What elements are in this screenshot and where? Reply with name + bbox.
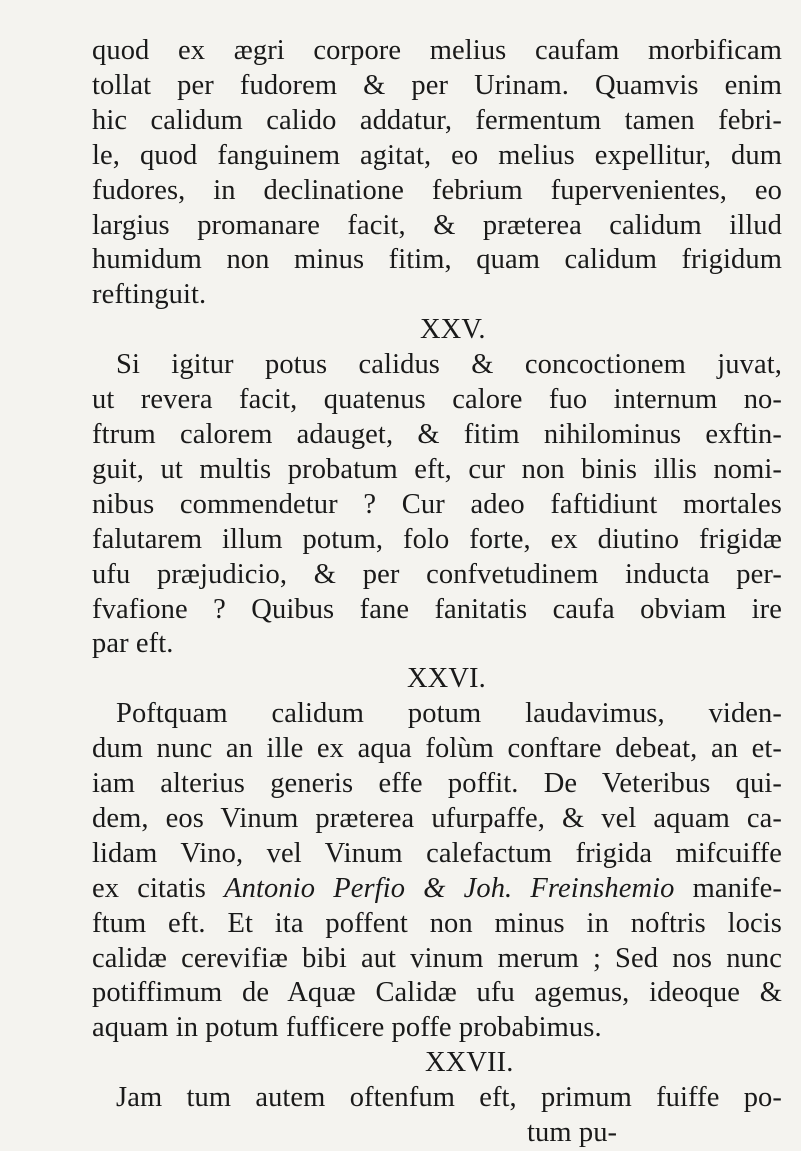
text-line: Poftquam calidum potum laudavimus, viden- xyxy=(116,698,782,730)
catchword: tum pu- xyxy=(527,1117,618,1149)
text-line: lidam Vino, vel Vinum calefactum frigida mifcuiffe xyxy=(92,837,782,869)
text-line: Jam tum autem oftenfum eft, primum fuiffe po- xyxy=(116,1082,782,1114)
text-line: fvafione ? Quibus fane fanitatis caufa obviam ire xyxy=(92,593,782,625)
text-line: falutarem illum potum, folo forte, ex diutino frigidæ xyxy=(92,523,782,555)
text-line: fudores, in declinatione febrium fupervenientes, eo xyxy=(92,174,782,206)
text-line: ut revera facit, quatenus calore fuo internum no- xyxy=(92,384,782,416)
text-line: le, quod fanguinem agitat, eo melius expellitur, dum xyxy=(92,139,782,171)
text-line: guit, ut multis probatum eft, cur non binis illis nomi- xyxy=(92,453,782,485)
text-line: humidum non minus fitim, quam calidum frigidum xyxy=(92,244,782,276)
text-line: dem, eos Vinum præterea ufurpaffe, & vel aquam ca- xyxy=(92,802,782,834)
body-text xyxy=(92,34,782,1151)
text-line: ftrum calorem adauget, & fitim nihilominus exftin- xyxy=(92,418,782,450)
text-line: largius promanare facit, & præterea calidum illud xyxy=(92,209,782,241)
text-line: iam alterius generis effe poffit. De Veteribus qui- xyxy=(92,768,782,800)
text-fragment: manife- xyxy=(674,872,782,904)
text-line: tollat per fudorem & per Urinam. Quamvis enim xyxy=(92,69,782,101)
text-fragment: ex citatis xyxy=(92,872,225,904)
text-line: dum nunc an ille ex aqua folùm conftare debeat, an et- xyxy=(92,733,782,765)
section-number-26: XXVI. xyxy=(407,663,486,695)
text-line: ufu præjudicio, & per confvetudinem inducta per- xyxy=(92,558,782,590)
text-line: calidæ cerevifiæ bibi aut vinum merum ; Sed nos nunc xyxy=(92,942,782,974)
text-line-with-italics xyxy=(92,872,782,907)
text-line: par eft. xyxy=(92,628,174,660)
text-line: Si igitur potus calidus & concoctionem juvat, xyxy=(116,349,782,381)
text-line: ftum eft. Et ita poffent non minus in noftris locis xyxy=(92,907,782,939)
italic-names: Antonio Perfio & Joh. Freinshemio xyxy=(224,872,675,904)
text-line: hic calidum calido addatur, fermentum tamen febri- xyxy=(92,104,782,136)
text-line: quod ex ægri corpore melius caufam morbificam xyxy=(92,35,782,66)
section-number-27: XXVII. xyxy=(425,1047,514,1079)
text-line: potiffimum de Aquæ Calidæ ufu agemus, ideoque & xyxy=(92,977,782,1009)
text-line: aquam in potum fufficere poffe probabimus. xyxy=(92,1012,602,1044)
text-line: reftinguit. xyxy=(92,279,207,311)
section-number-25: XXV. xyxy=(420,314,486,346)
text-line: nibus commendetur ? Cur adeo faftidiunt mortales xyxy=(92,488,782,520)
